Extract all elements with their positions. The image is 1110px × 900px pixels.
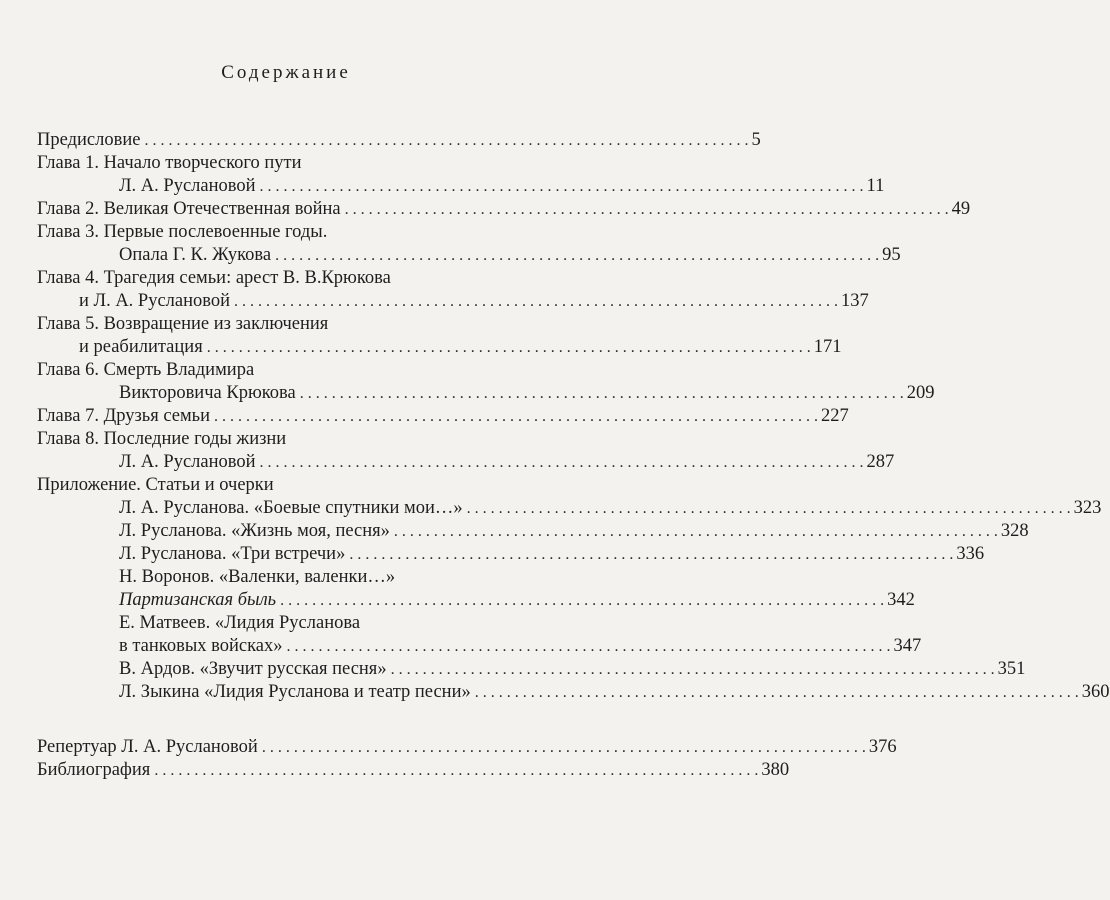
- dot-leader: [260, 175, 864, 198]
- dot-leader: [467, 497, 1071, 520]
- toc-entry-page-number: 360: [1081, 682, 1110, 702]
- toc-entry: [37, 359, 503, 382]
- table-of-contents: [37, 129, 1110, 782]
- toc-entry-page-number: 227: [821, 406, 849, 426]
- toc-entry: [37, 290, 869, 313]
- toc-entry: [37, 428, 503, 451]
- toc-entry-page-number: 380: [761, 760, 790, 780]
- toc-entry: [37, 589, 915, 612]
- toc-entry-page-number: 171: [813, 337, 842, 357]
- toc-entry: [37, 221, 503, 244]
- toc-entry-title: Л. А. Русланова. «Боевые спутники мои…»: [119, 498, 463, 518]
- dot-leader: [349, 543, 953, 566]
- toc-entry-title: Е. Матвеев. «Лидия Русланова: [119, 613, 361, 633]
- toc-entry-title: Партизанская быль: [119, 590, 277, 610]
- toc-entry: [37, 451, 895, 474]
- toc-entry: [37, 336, 842, 359]
- dot-leader: [214, 405, 818, 428]
- toc-entry: [37, 313, 503, 336]
- toc-entry-title: Глава 7. Друзья семьи: [37, 406, 211, 426]
- toc-entry-title: Приложение. Статьи и очерки: [37, 475, 274, 495]
- toc-entry-title: Л. А. Руслановой: [119, 176, 256, 196]
- toc-entry-title: и Л. А. Руслановой: [79, 291, 231, 311]
- toc-entry: [37, 736, 897, 759]
- toc-entry-title: Глава 6. Смерть Владимира: [37, 360, 255, 380]
- toc-entry: [37, 198, 971, 221]
- toc-entry-page-number: 342: [887, 590, 915, 610]
- toc-entry-title: в танковых войсках»: [119, 636, 283, 656]
- toc-entry-page-number: 95: [882, 245, 901, 265]
- dot-leader: [300, 382, 904, 405]
- dot-leader: [260, 451, 864, 474]
- toc-entry: [37, 405, 849, 428]
- toc-entry-title: Н. Воронов. «Валенки, валенки…»: [119, 567, 396, 587]
- dot-leader: [280, 589, 884, 612]
- toc-entry-page-number: 336: [956, 544, 985, 564]
- toc-entry-title: Л. Русланова. «Жизнь моя, песня»: [119, 521, 390, 541]
- toc-entry-title: Глава 5. Возвращение из заключения: [37, 314, 329, 334]
- dot-leader: [345, 198, 949, 221]
- toc-entry-title: В. Ардов. «Звучит русская песня»: [119, 659, 387, 679]
- dot-leader: [262, 736, 866, 759]
- dot-leader: [234, 290, 838, 313]
- toc-entry: [37, 474, 503, 497]
- toc-entry: [37, 658, 1026, 681]
- dot-leader: [154, 759, 758, 782]
- toc-entry-title: Библиография: [37, 760, 151, 780]
- toc-entry-page-number: 287: [866, 452, 895, 472]
- toc-entry-page-number: 5: [751, 130, 761, 150]
- toc-entry: [37, 520, 1029, 543]
- toc-entry-page-number: 11: [866, 176, 885, 196]
- toc-entry-page-number: 328: [1000, 521, 1029, 541]
- dot-leader: [394, 520, 998, 543]
- toc-entry: [37, 267, 503, 290]
- toc-entry: [37, 543, 985, 566]
- toc-entry-title: Опала Г. К. Жукова: [119, 245, 272, 265]
- toc-entry: [37, 175, 885, 198]
- dot-leader: [275, 244, 879, 267]
- toc-entry-title: Л. Русланова. «Три встречи»: [119, 544, 346, 564]
- section-gap: [37, 704, 503, 736]
- toc-entry-page-number: 137: [841, 291, 869, 311]
- toc-entry: [37, 759, 790, 782]
- toc-entry-title: Глава 8. Последние годы жизни: [37, 429, 287, 449]
- toc-entry-page-number: 49: [951, 199, 971, 219]
- toc-entry-page-number: 347: [893, 636, 922, 656]
- toc-entry: [37, 382, 935, 405]
- toc-entry-title: Глава 3. Первые послевоенные годы.: [37, 222, 328, 242]
- toc-entry-title: Репертуар Л. А. Руслановой: [37, 737, 258, 757]
- toc-entry-title: Глава 1. Начало творческого пути: [37, 153, 302, 173]
- toc-entry-page-number: 376: [868, 737, 897, 757]
- page-title: Содержание: [221, 62, 351, 83]
- toc-entry-page-number: 209: [906, 383, 935, 403]
- dot-leader: [475, 681, 1079, 704]
- toc-entry: [37, 244, 901, 267]
- toc-entry: [37, 566, 503, 589]
- toc-entry: [37, 612, 503, 635]
- toc-entry: [37, 635, 922, 658]
- toc-entry: [37, 152, 503, 175]
- toc-entry-title: Глава 4. Трагедия семьи: арест В. В.Крюкова: [37, 268, 391, 288]
- toc-entry-page-number: 323: [1073, 498, 1102, 518]
- toc-entry-title: Л. А. Руслановой: [119, 452, 256, 472]
- toc-entry: [37, 497, 1102, 520]
- dot-leader: [287, 635, 891, 658]
- toc-entry-title: Глава 2. Великая Отечественная война: [37, 199, 341, 219]
- toc-entry: [37, 681, 1110, 704]
- toc-entry-title: Л. Зыкина «Лидия Русланова и театр песни»: [119, 682, 471, 702]
- dot-leader: [144, 129, 748, 152]
- toc-entry-title: Викторовича Крюкова: [119, 383, 296, 403]
- toc-entry-page-number: 351: [997, 659, 1026, 679]
- toc-entry-title: и реабилитация: [79, 337, 203, 357]
- dot-leader: [207, 336, 811, 359]
- toc-entry: [37, 129, 761, 152]
- toc-entry-title: Предисловие: [37, 130, 141, 150]
- dot-leader: [391, 658, 995, 681]
